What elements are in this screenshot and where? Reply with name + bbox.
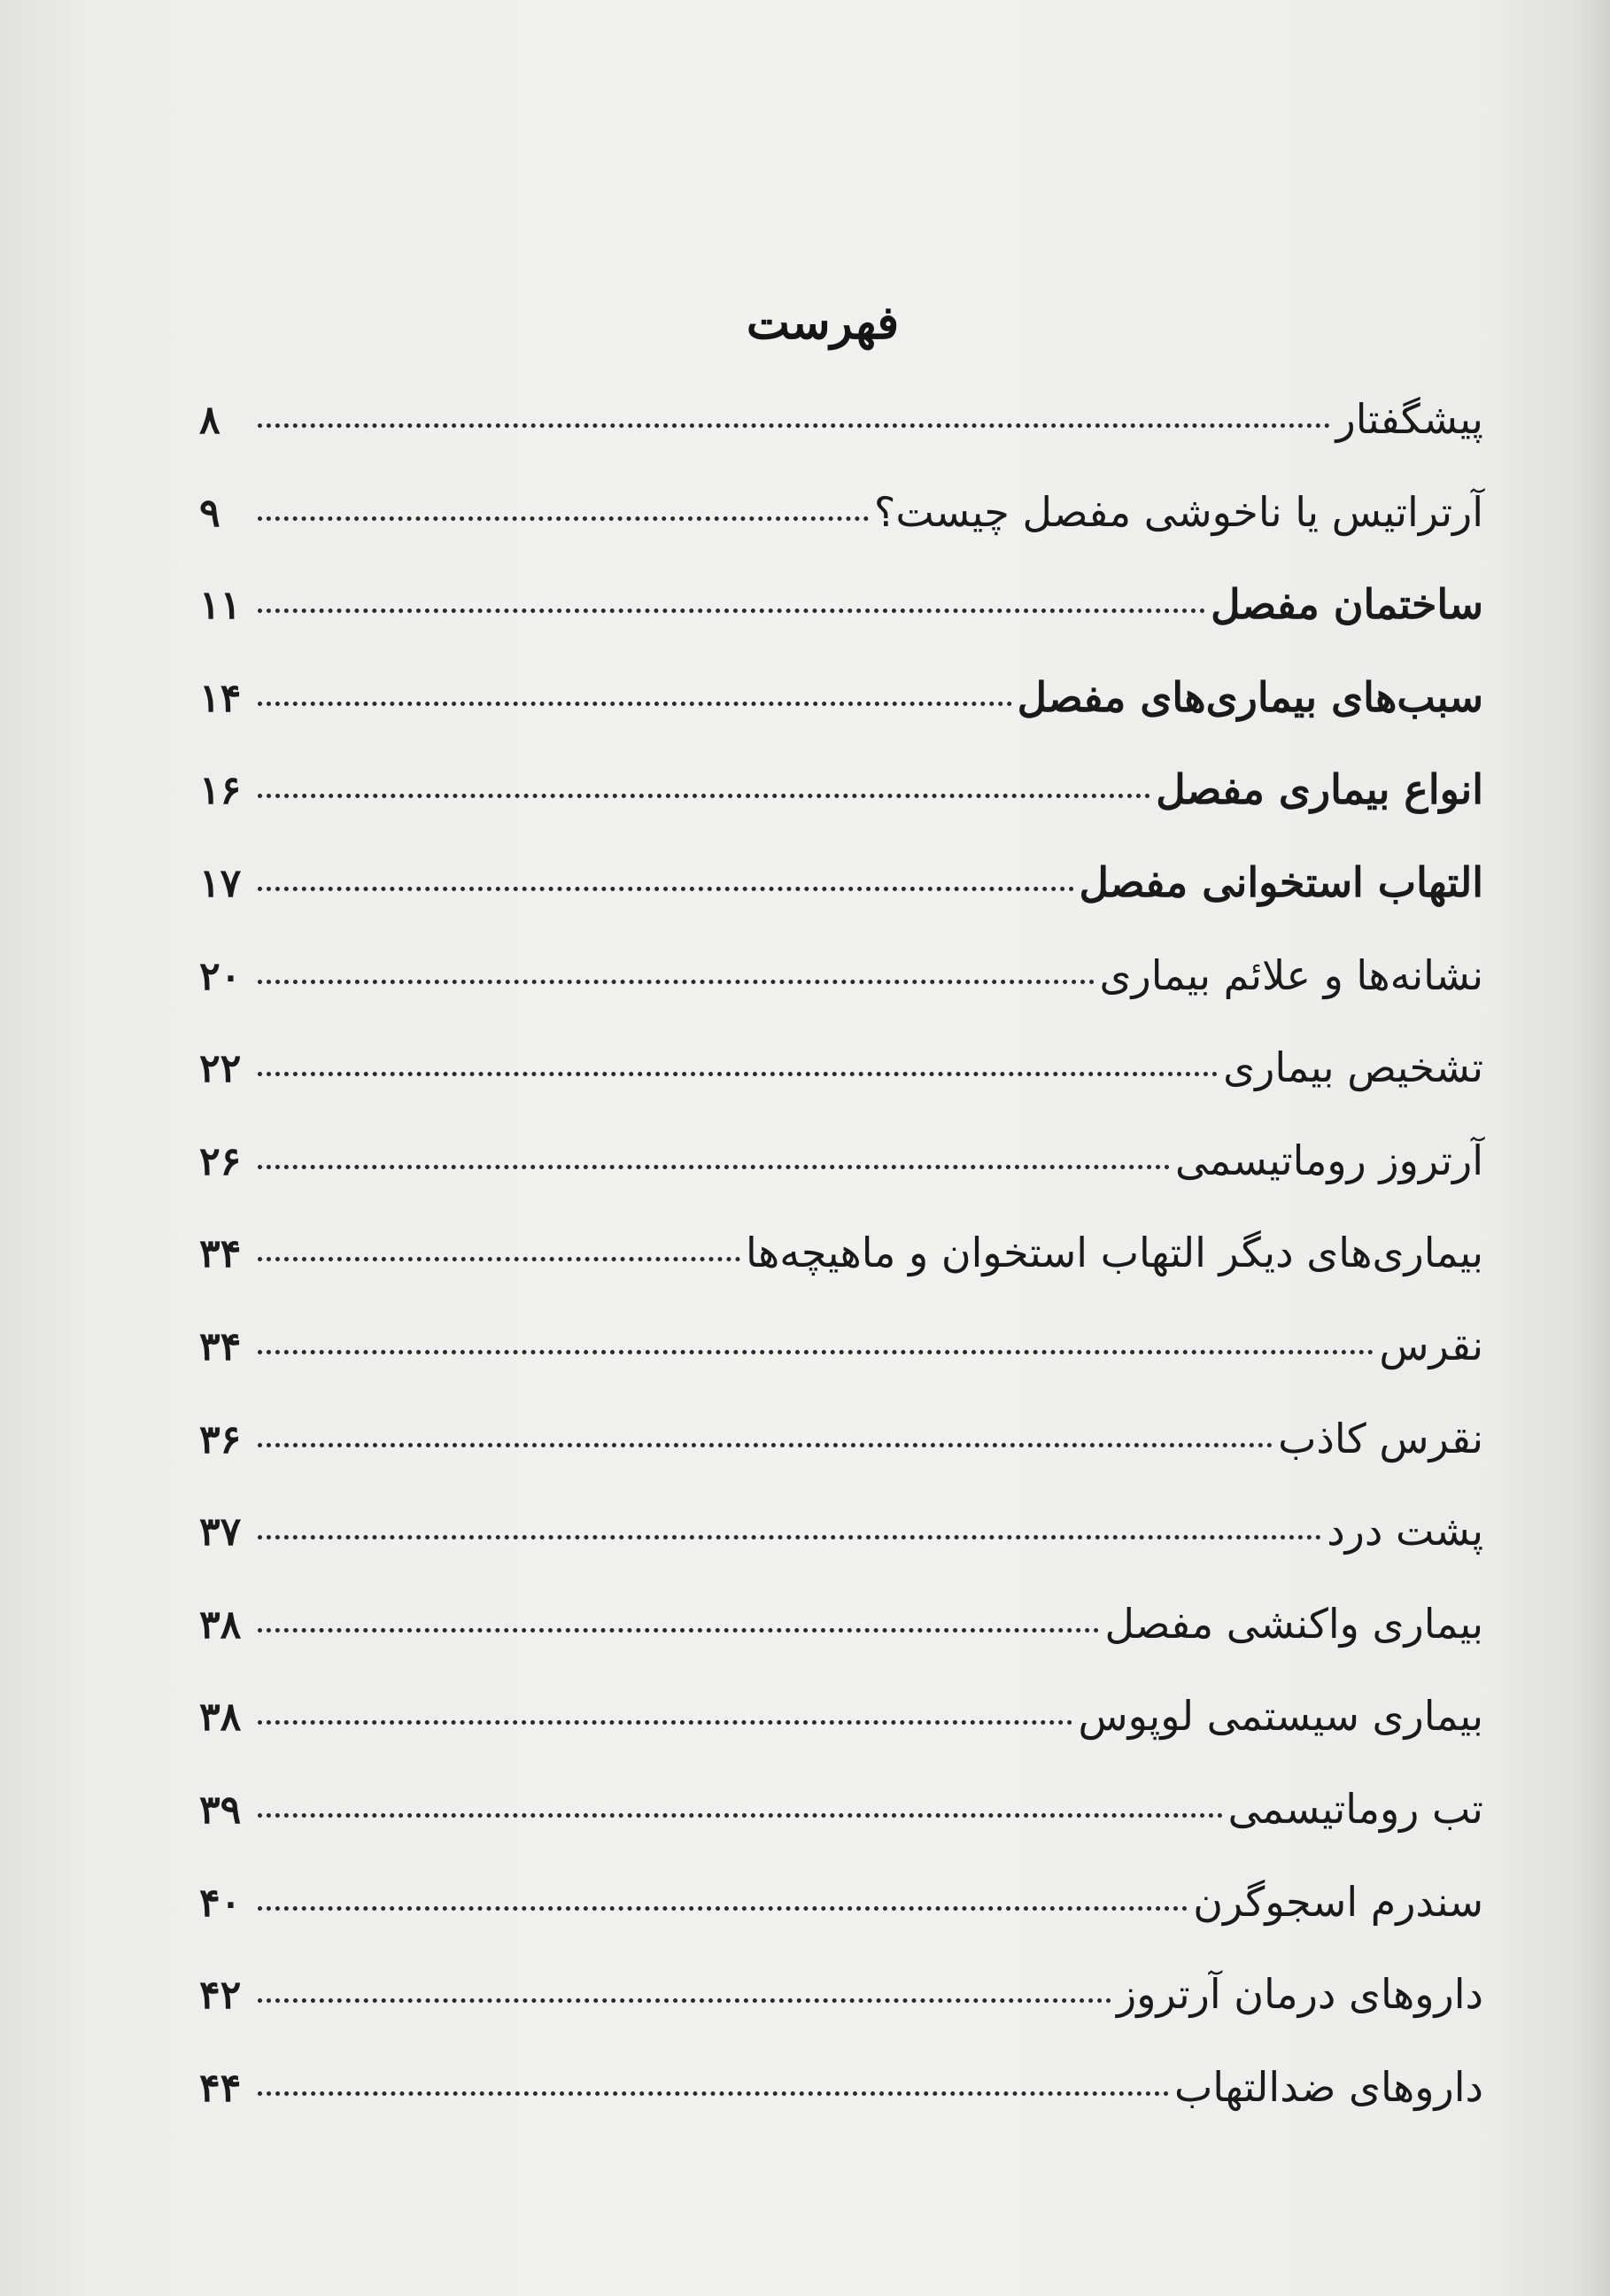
toc-entry (199, 1963, 1483, 2056)
toc-leader-dots (258, 702, 1012, 706)
toc-entry-page: ۱۶ (199, 768, 242, 814)
toc-entry-page: ۳۴ (199, 1231, 242, 1277)
toc-leader-dots (258, 1257, 740, 1261)
toc-leader-dots (258, 1813, 1223, 1818)
toc-entry (199, 1129, 1483, 1222)
toc-entry-page: ۸ (199, 398, 221, 443)
toc-leader-dots (258, 609, 1205, 613)
toc-entry-page: ۴۰ (199, 1880, 242, 1926)
toc-entry-page: ۳۷ (199, 1509, 242, 1555)
toc-entry (199, 481, 1483, 574)
toc-entry-label: نشانه‌ها و علائم بیماری (1099, 950, 1483, 999)
toc-leader-dots (258, 1443, 1273, 1447)
toc-entry-label: ساختمان مفصل (1211, 580, 1483, 629)
toc-entry (199, 1871, 1483, 1964)
toc-entry-label: انواع بیماری مفصل (1156, 765, 1483, 814)
toc-leader-dots (258, 2091, 1169, 2096)
toc-entry-page: ۲۶ (199, 1138, 242, 1184)
toc-entry-label: آرتراتیس یا ناخوشی مفصل چیست؟ (873, 487, 1483, 536)
toc-entry (199, 573, 1483, 666)
toc-entry-page: ۳۹ (199, 1787, 242, 1833)
table-of-contents (199, 388, 1483, 2148)
toc-leader-dots (258, 794, 1150, 798)
toc-title: فهرست (746, 296, 900, 350)
toc-entry (199, 1408, 1483, 1501)
toc-entry (199, 1036, 1483, 1129)
toc-leader-dots (258, 887, 1074, 891)
toc-entry-label: تشخیص بیماری (1223, 1043, 1483, 1092)
toc-leader-dots (258, 1906, 1188, 1911)
toc-entry (199, 388, 1483, 481)
toc-entry-label: التهاب استخوانی مفصل (1079, 857, 1483, 906)
toc-leader-dots (258, 423, 1330, 428)
toc-entry-page: ۱۱ (199, 583, 242, 629)
toc-leader-dots (258, 516, 869, 521)
toc-leader-dots (258, 1628, 1099, 1633)
toc-entry-label: بیماری سیستمی لوپوس (1078, 1692, 1483, 1741)
toc-leader-dots (258, 1535, 1321, 1540)
toc-entry (199, 1778, 1483, 1871)
toc-entry-page: ۳۸ (199, 1695, 242, 1741)
toc-entry-label: سندرم اسجوگرن (1193, 1877, 1483, 1926)
toc-entry (199, 1685, 1483, 1778)
toc-entry-label: نقرس (1379, 1321, 1483, 1369)
toc-entry-page: ۱۷ (199, 860, 242, 906)
toc-leader-dots (258, 1165, 1170, 1169)
toc-entry-label: داروهای ضدالتهاب (1174, 2062, 1483, 2111)
toc-entry (199, 758, 1483, 851)
toc-entry-page: ۳۴ (199, 1323, 242, 1369)
toc-entry (199, 851, 1483, 944)
toc-entry (199, 944, 1483, 1037)
toc-entry-label: داروهای درمان آرتروز (1117, 1970, 1483, 2019)
toc-entry-label: پشت درد (1327, 1507, 1483, 1555)
toc-entry (199, 1593, 1483, 1686)
toc-entry (199, 666, 1483, 759)
toc-entry-page: ۹ (199, 490, 221, 536)
toc-entry-page: ۳۶ (199, 1416, 242, 1462)
toc-leader-dots (258, 1720, 1072, 1725)
toc-leader-dots (258, 1350, 1374, 1354)
toc-entry-label: سبب‌های بیماری‌های مفصل (1017, 672, 1483, 721)
toc-entry (199, 1500, 1483, 1593)
toc-leader-dots (258, 980, 1095, 984)
toc-entry-page: ۱۴ (199, 675, 242, 721)
toc-entry-page: ۲۲ (199, 1046, 242, 1092)
toc-entry (199, 1315, 1483, 1408)
toc-entry-label: نقرس کاذب (1278, 1414, 1483, 1462)
toc-entry (199, 2056, 1483, 2149)
toc-entry-page: ۴۴ (199, 2065, 242, 2111)
toc-entry-label: بیماری واکنشی مفصل (1104, 1599, 1483, 1648)
toc-entry-page: ۴۲ (199, 1973, 242, 2019)
toc-entry-label: پیشگفتار (1335, 395, 1483, 443)
toc-entry-page: ۳۸ (199, 1602, 242, 1648)
toc-leader-dots (258, 1072, 1218, 1076)
toc-entry-label: بیماری‌های دیگر التهاب استخوان و ماهیچه‌ها (745, 1229, 1483, 1277)
toc-leader-dots (258, 1998, 1111, 2003)
toc-entry-label: آرتروز روماتیسمی (1175, 1136, 1483, 1184)
toc-entry-page: ۲۰ (199, 953, 242, 999)
toc-entry-label: تب روماتیسمی (1227, 1784, 1483, 1833)
toc-entry (199, 1222, 1483, 1315)
